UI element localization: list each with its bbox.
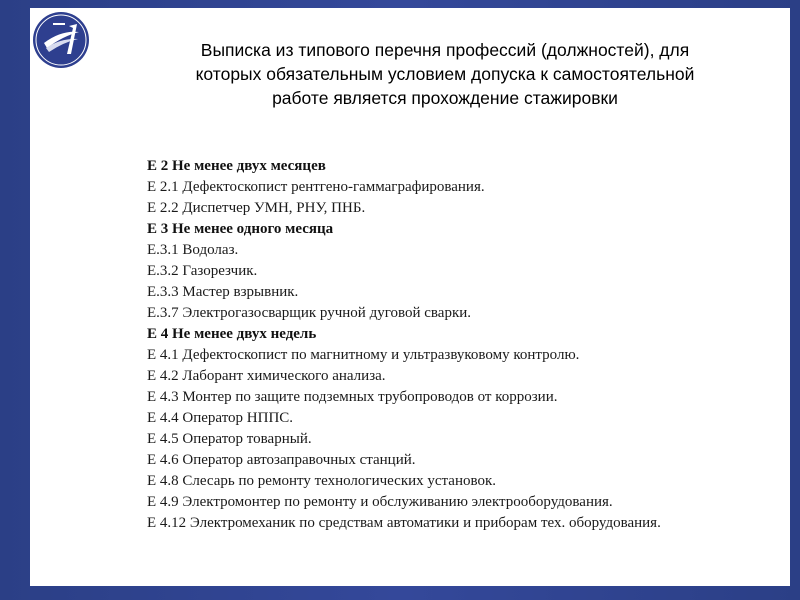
section-heading: Е 2 Не менее двух месяцев (147, 158, 326, 174)
list-item: Е.3.3 Мастер взрывник. (147, 284, 299, 300)
company-emblem-icon (31, 10, 91, 70)
list-item: Е.3.1 Водолаз. (147, 242, 239, 258)
slide (30, 8, 790, 586)
list-item: Е 4.12 Электромеханик по средствам автоматики и приборам тех. оборудования. (147, 515, 661, 531)
list-item: Е 4.5 Оператор товарный. (147, 431, 312, 447)
title-line-3: работе является прохождение стажировки (272, 88, 618, 108)
list-item: Е 4.3 Монтер по защите подземных трубопроводов от коррозии. (147, 389, 558, 405)
list-item: Е 2.1 Дефектоскопист рентгено-гаммаграфирования. (147, 179, 485, 195)
slide-title (120, 38, 770, 110)
list-item: Е 4.4 Оператор НППС. (147, 410, 294, 426)
list-item: Е.3.2 Газорезчик. (147, 263, 258, 279)
profession-list (147, 156, 800, 534)
section-heading: Е 4 Не менее двух недель (147, 326, 317, 342)
list-item: Е 4.9 Электромонтер по ремонту и обслуживанию электрооборудования. (147, 494, 613, 510)
list-item: Е 4.6 Оператор автозаправочных станций. (147, 452, 416, 468)
list-item: Е 4.8 Слесарь по ремонту технологических установок. (147, 473, 496, 489)
list-item: Е 2.2 Диспетчер УМН, РНУ, ПНБ. (147, 200, 366, 216)
list-item: Е 4.1 Дефектоскопист по магнитному и ультразвуковому контролю. (147, 347, 580, 363)
section-heading: Е 3 Не менее одного месяца (147, 221, 334, 237)
list-item: Е 4.2 Лаборант химического анализа. (147, 368, 386, 384)
title-line-1: Выписка из типового перечня профессий (должностей), для (200, 40, 690, 60)
title-line-2: которых обязательным условием допуска к самостоятельной (195, 64, 695, 84)
list-item: Е.3.7 Электрогазосварщик ручной дуговой сварки. (147, 305, 472, 321)
